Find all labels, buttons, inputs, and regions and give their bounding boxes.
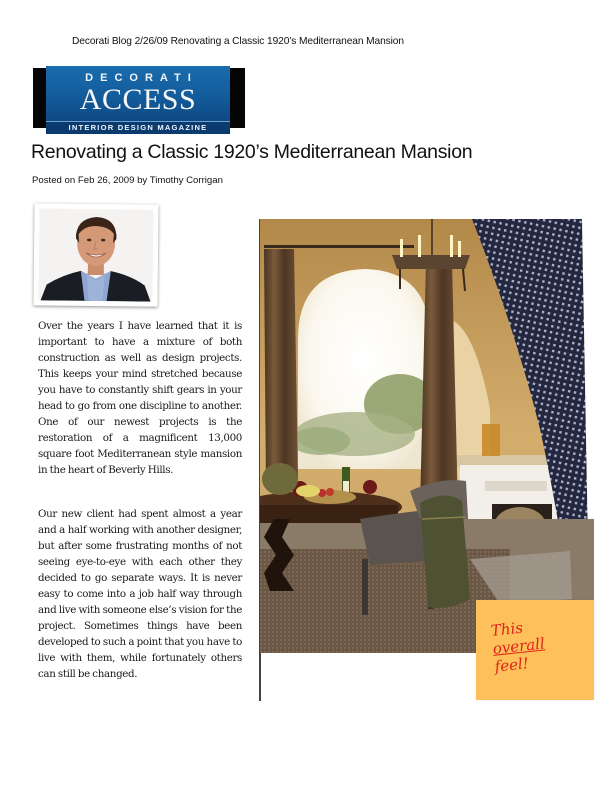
article-paragraph: Our new client had spent almost a year and a half working with another designer, but after some frustrating months of not seeing eye-to-eye with each other they decided to go separate ways. It is never easy to come into a job half way through and live with someone else’s vision for the project. Sometimes things have been developed to such a point that you have to live with them, while fortunately others can still be changed. — [38, 508, 242, 680]
article-paragraph: Over the years I have learned that it is important to have a mixture of both construction as well as design projects. This keeps your mind stretched because you have to constantly shift gears in your head to go from one discipline to another. One of our newest projects is the restoration of a magnificent 13,000 square foot Mediterranean style mansion in the heart of Beverly Hills. — [38, 320, 242, 476]
running-header: Decorati Blog 2/26/09 Renovating a Classic 1920’s Mediterranean Mansion — [72, 36, 404, 47]
logo-panel — [46, 66, 230, 134]
note-line-3: feel! — [493, 654, 530, 676]
author-portrait — [33, 203, 158, 306]
sticky-note — [476, 600, 594, 700]
logo-tagline: INTERIOR DESIGN MAGAZINE — [46, 121, 230, 134]
logo-wordmark: ACCESS — [79, 83, 197, 116]
dining-room-illustration — [260, 219, 594, 653]
handwritten-note — [490, 612, 595, 676]
article-byline: Posted on Feb 26, 2009 by Timothy Corrigan — [32, 175, 223, 186]
note-line-1: This — [490, 618, 524, 640]
mansion-dining-photo — [260, 219, 594, 653]
author-photo-image — [39, 208, 154, 301]
logo-brand: DECORATI — [85, 72, 198, 84]
note-line-2: overall — [491, 634, 546, 658]
article-title: Renovating a Classic 1920’s Mediterranean Mansion — [31, 141, 473, 163]
